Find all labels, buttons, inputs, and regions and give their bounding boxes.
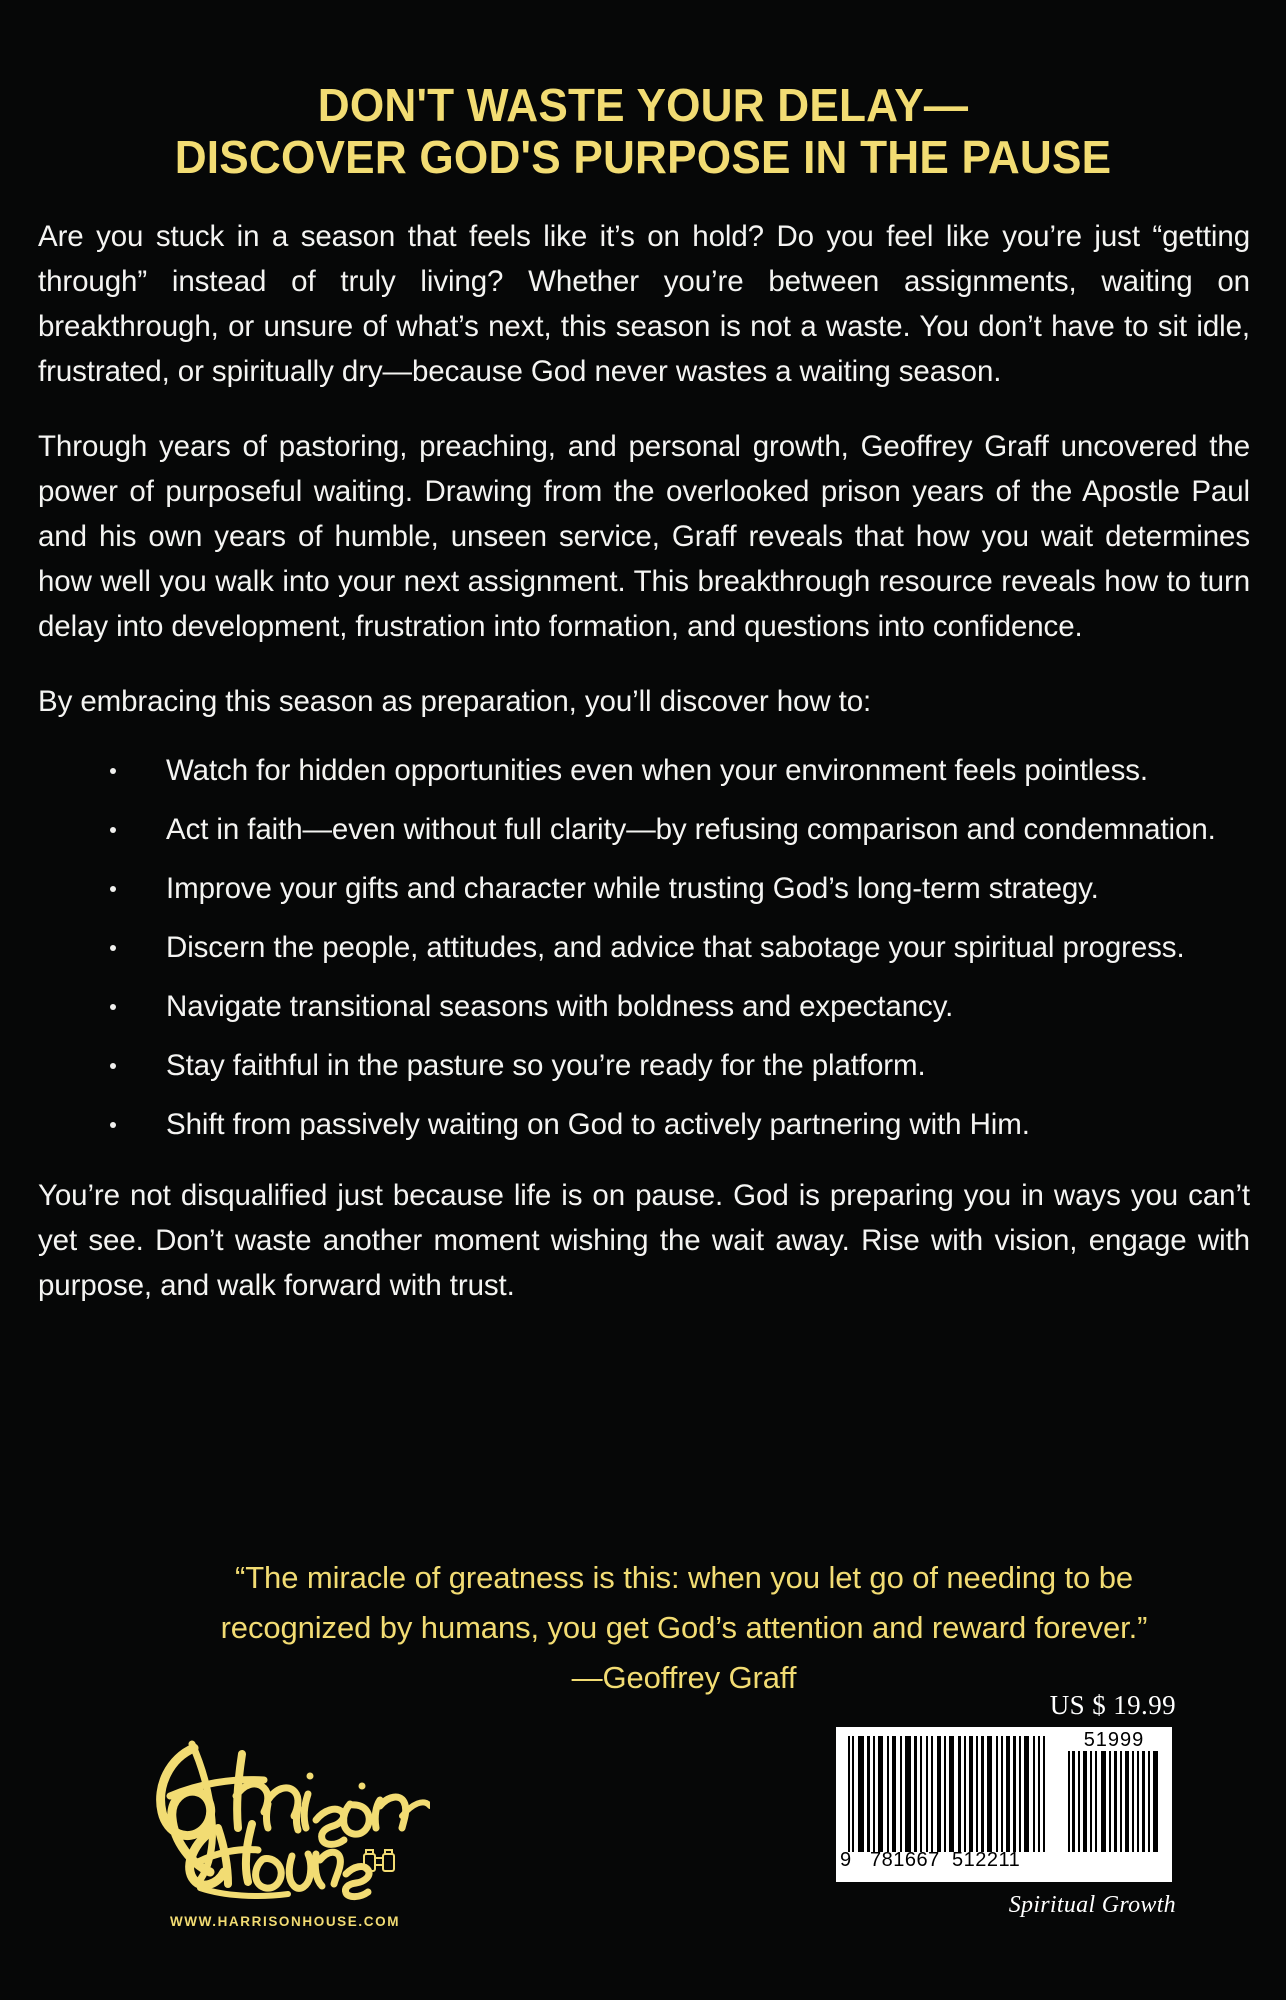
publisher-website[interactable]: WWW.HARRISONHOUSE.COM (169, 1914, 401, 1929)
list-item-label: Shift from passively waiting on God to actively partnering with Him. (166, 1108, 1030, 1141)
ean13-bars (848, 1736, 1048, 1852)
pull-quote-attribution: —Geoffrey Graff (571, 1660, 797, 1695)
price-label: US $ 19.99 (1049, 1690, 1176, 1720)
barcode-card (836, 1727, 1172, 1882)
blurb-paragraph-1: Are you stuck in a season that feels like it’s on hold? Do you feel like you’re just “getting through” instead of truly living? Whether you’re between assignments, waiting on breakthrough, or unsure of what’s next, this season is not a waste. You don’t have to sit idle, frustrated, or spiritually dry—because God never wastes a waiting season. (38, 220, 1250, 388)
bullet-dot-icon (110, 1122, 116, 1128)
ean-addon-digits: 51999 (1083, 1729, 1145, 1751)
pull-quote (78, 1553, 1286, 1703)
binoculars-icon (362, 1848, 396, 1874)
blurb-body (38, 214, 1250, 1308)
list-item (38, 748, 1250, 793)
page-title-line-2: DISCOVER GOD'S PURPOSE IN THE PAUSE (174, 130, 1112, 183)
list-item-label: Watch for hidden opportunities even when your environment feels pointless. (166, 754, 1148, 787)
category-label: Spiritual Growth (1008, 1892, 1176, 1918)
pull-quote-line-2: recognized by humans, you get God’s attention and reward forever.” (220, 1610, 1148, 1645)
list-item-label: Stay faithful in the pasture so you’re ready for the platform. (166, 1049, 926, 1082)
list-item (38, 1043, 1250, 1088)
list-item (38, 925, 1250, 970)
benefits-list-intro: By embracing this season as preparation, you’ll discover how to: (38, 685, 872, 718)
bullet-dot-icon (110, 827, 116, 833)
bullet-dot-icon (110, 768, 116, 774)
list-item (38, 866, 1250, 911)
list-item-label: Improve your gifts and character while trusting God’s long-term strategy. (166, 872, 1099, 905)
bullet-dot-icon (110, 886, 116, 892)
list-item-label: Act in faith—even without full clarity—by refusing comparison and condemnation. (166, 813, 1216, 846)
ean-left-group: 781667 (870, 1849, 940, 1871)
list-item (38, 984, 1250, 1029)
blurb-paragraph-3: You’re not disqualified just because life is on pause. God is preparing you in ways you can’t yet see. Don’t waste another moment wishing the wait away. Rise with vision, engage with purpose, and walk forward with trust. (38, 1179, 1250, 1302)
page-title (26, 79, 1261, 183)
list-item (38, 807, 1250, 852)
benefits-list (38, 748, 1250, 1147)
harrison-house-script-logo (140, 1700, 430, 1915)
blurb-paragraph-2: Through years of pastoring, preaching, and personal growth, Geoffrey Graff uncovered the power of purposeful waiting. Drawing from the overlooked prison years of the Apostle Paul and his own years of humble, unseen service, Graff reveals that how you wait determines how well you walk into your next assignment. This breakthrough resource reveals how to turn delay into development, frustration into formation, and questions into confidence. (38, 430, 1250, 643)
bullet-dot-icon (110, 1004, 116, 1010)
list-item (38, 1102, 1250, 1147)
pull-quote-line-1: “The miracle of greatness is this: when you let go of needing to be (235, 1560, 1133, 1595)
bullet-dot-icon (110, 1063, 116, 1069)
list-item-label: Navigate transitional seasons with boldness and expectancy. (166, 990, 954, 1023)
ean-addon-bars (1068, 1751, 1160, 1852)
list-item-label: Discern the people, attitudes, and advice that sabotage your spiritual progress. (166, 931, 1185, 964)
bullet-dot-icon (110, 945, 116, 951)
ean-lead-digit: 9 (840, 1849, 852, 1871)
ean-right-group: 512211 (952, 1849, 1021, 1871)
publisher-logo (140, 1700, 430, 1970)
page-title-line-1: DON'T WASTE YOUR DELAY— (317, 78, 969, 131)
